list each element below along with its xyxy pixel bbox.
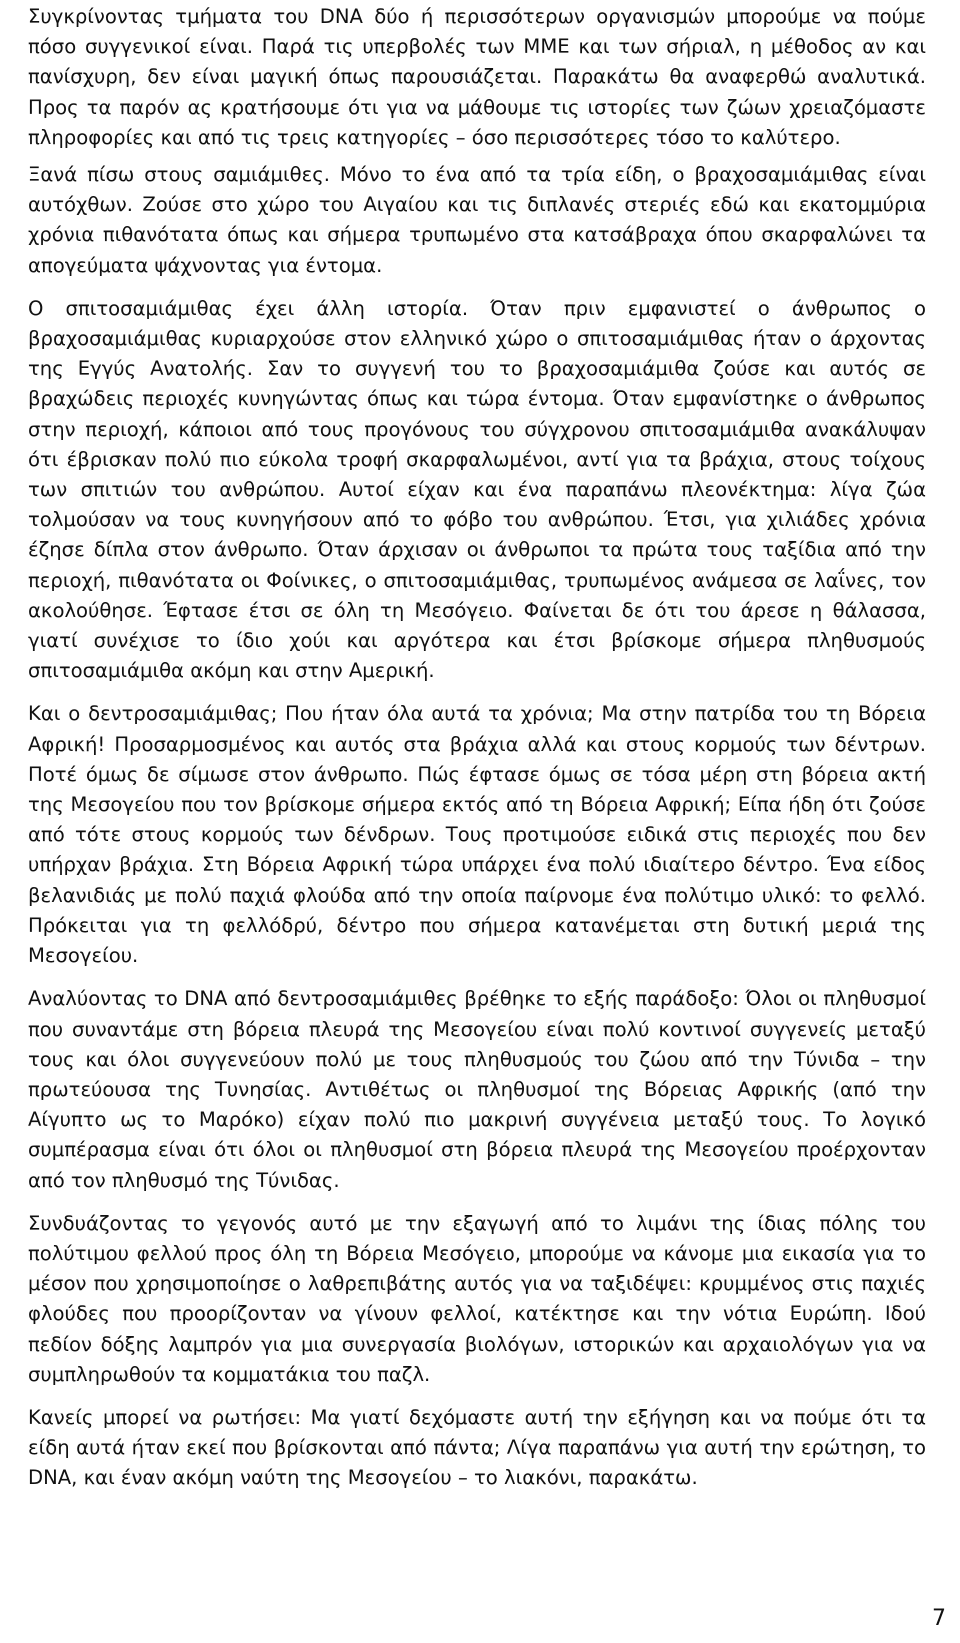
paragraph-dna-analysis: Αναλύοντας το DNA από δεντροσαμιάμιθες βρέθηκε το εξής παράδοξο: Όλοι οι πληθυσμοί που συναντάμε στη βόρεια πλευρά της Μεσογείου είναι πολύ κοντινοί συγγενείς μεταξύ τους και όλοι συγγενεύουν πολύ με τους πληθυσμούς του ζώου από την Τύνιδα – την πρωτεύουσα της Τυνησίας. Αντιθέτως οι πληθυσμοί της Βόρειας Αφρικής (από την Αίγυπτο ως το Μαρόκο) είχαν πολύ πιο μακρινή συγγένεια μεταξύ τους. Το λογικό συμπέρασμα είναι ότι όλοι οι πληθυσμοί στη βόρεια πλευρά της Μεσογείου προέρχονταν από τον πληθυσμό της Τύνιδας.	[28, 987, 926, 1192]
paragraph-question: Κανείς μπορεί να ρωτήσει: Μα γιατί δεχόμαστε αυτή την εξήγηση και να πούμε ότι τα είδη αυτά ήταν εκεί που βρίσκονται από πάντα; Λίγα παραπάνω για αυτή την ερώτηση, το DNA, και έναν ακόμη ναύτη της Μεσογείου – το λιακόνι, παρακάτω.	[28, 1405, 926, 1490]
paragraph-house-gecko: Ο σπιτοσαμιάμιθας έχει άλλη ιστορία. Όταν πριν εμφανιστεί ο άνθρωπος ο βραχοσαμιάμιθας κυριαρχούσε στον ελληνικό χώρο ο σπιτοσαμιάμιθας ήταν ο άρχοντας της Εγγύς Ανατολής. Σαν το συγγενή του το βραχοσαμιάμιθα ζούσε και αυτός σε βραχώδεις περιοχές κυνηγώντας όπως και τώρα έντομα. Όταν εμφανίστηκε ο άνθρωπος στην περιοχή, κάποιοι από τους προγόνους του σύγχρονου σπιτοσαμιάμιθα ανακάλυψαν ότι έβρισκαν πολύ πιο εύκολα τροφή σκαρφαλωμένοι, αντί για τα βράχια, στους τοίχους των σπιτιών του ανθρώπου. Αυτοί είχαν και ένα παραπάνω πλεονέκτημα: λίγα ζώα τολμούσαν να τους κυνηγήσουν από το φόβο του ανθρώπου. Έτσι, για χιλιάδες χρόνια έζησε δίπλα στον άνθρωπο. Όταν άρχισαν οι άνθρωποι τα πρώτα τους ταξίδια από την περιοχή, πιθανότατα οι Φοίνικες, ο σπιτοσαμιάμιθας, τρυπωμένος ανάμεσα σε λαΐνες, τον ακολούθησε. Έφτασε έτσι σε όλη τη Μεσόγειο. Φαίνεται δε ότι του άρεσε η θάλασσα, γιατί συνέχισε το ίδιο χούι και αργότερα και έτσι βρίσκομε σήμερα πληθυσμούς σπιτοσαμιάμιθα ακόμη και στην Αμερική.	[28, 296, 926, 683]
paragraph-dna-comparison: Συγκρίνοντας τμήματα του DNA δύο ή περισσότερων οργανισμών μπορούμε να πούμε πόσο συγγενικοί είναι. Παρά τις υπερβολές των ΜΜΕ και των σήριαλ, η μέθοδος αν και πανίσχυρη, δεν είναι μαγική όπως παρουσιάζεται. Παρακάτω θα αναφερθώ αναλυτικά. Προς τα παρόν ας κρατήσουμε ότι για να μάθουμε τις ιστορίες των ζώων χρειαζόμαστε πληροφορίες και από τις τρεις κατηγορίες – όσο περισσότερες τόσο το καλύτερο.	[28, 5, 926, 149]
page-number: 7	[932, 1606, 946, 1631]
paragraph-tree-gecko: Και ο δεντροσαμιάμιθας; Που ήταν όλα αυτά τα χρόνια; Μα στην πατρίδα του τη Βόρεια Αφρική! Προσαρμοσμένος και αυτός στα βράχια αλλά και στους κορμούς των δέντρων. Ποτέ όμως δε σίμωσε στον άνθρωπο. Πώς έφτασε όμως σε τόσα μέρη στη βόρεια ακτή της Μεσογείου που τον βρίσκομε σήμερα εκτός από τη Βόρεια Αφρική; Είπα ήδη ότι ζούσε από τότε στους κορμούς των δένδρων. Τους προτιμούσε ειδικά στις περιοχές που δεν υπήρχαν βράχια. Στη Βόρεια Αφρική τώρα υπάρχει ένα πολύ ιδιαίτερο δέντρο. Ένα είδος βελανιδιάς με πολύ παχιά φλούδα από την οποία παίρνομε ένα πολύτιμο υλικό: το φελλό. Πρόκειται για τη φελλόδρύ, δέντρο που σήμερα κατανέμεται στη δυτική μεριά της Μεσογείου.	[28, 702, 926, 968]
paragraph-cork-hypothesis: Συνδυάζοντας το γεγονός αυτό με την εξαγωγή από το λιμάνι της ίδιας πόλης του πολύτιμου φελλού προς όλη τη Βόρεια Μεσόγειο, μπορούμε να κάνομε μια εικασία για το μέσον που χρησιμοποίησε ο λαθρεπιβάτης αυτός για να ταξιδέψει: κρυμμένος στις παχιές φλούδες που προορίζονταν να γίνουν φελλοί, κατέκτησε και την νότια Ευρώπη. Ιδού πεδίον δόξης λαμπρόν για μια συνεργασία βιολόγων, ιστορικών και αρχαιολόγων για να συμπληρωθούν τα κομματάκια του παζλ.	[28, 1211, 926, 1386]
paragraph-rock-gecko: Ξανά πίσω στους σαμιάμιθες. Μόνο το ένα από τα τρία είδη, ο βραχοσαμιάμιθας είναι αυτόχθων. Ζούσε στο χώρο του Αιγαίου και τις διπλανές στεριές εδώ και εκατομμύρια χρόνια πιθανότατα όπως και σήμερα τρυπωμένο στα κατσάβραχα όπου σκαρφαλώνει τα απογεύματα ψάχνοντας για έντομα.	[28, 163, 926, 277]
